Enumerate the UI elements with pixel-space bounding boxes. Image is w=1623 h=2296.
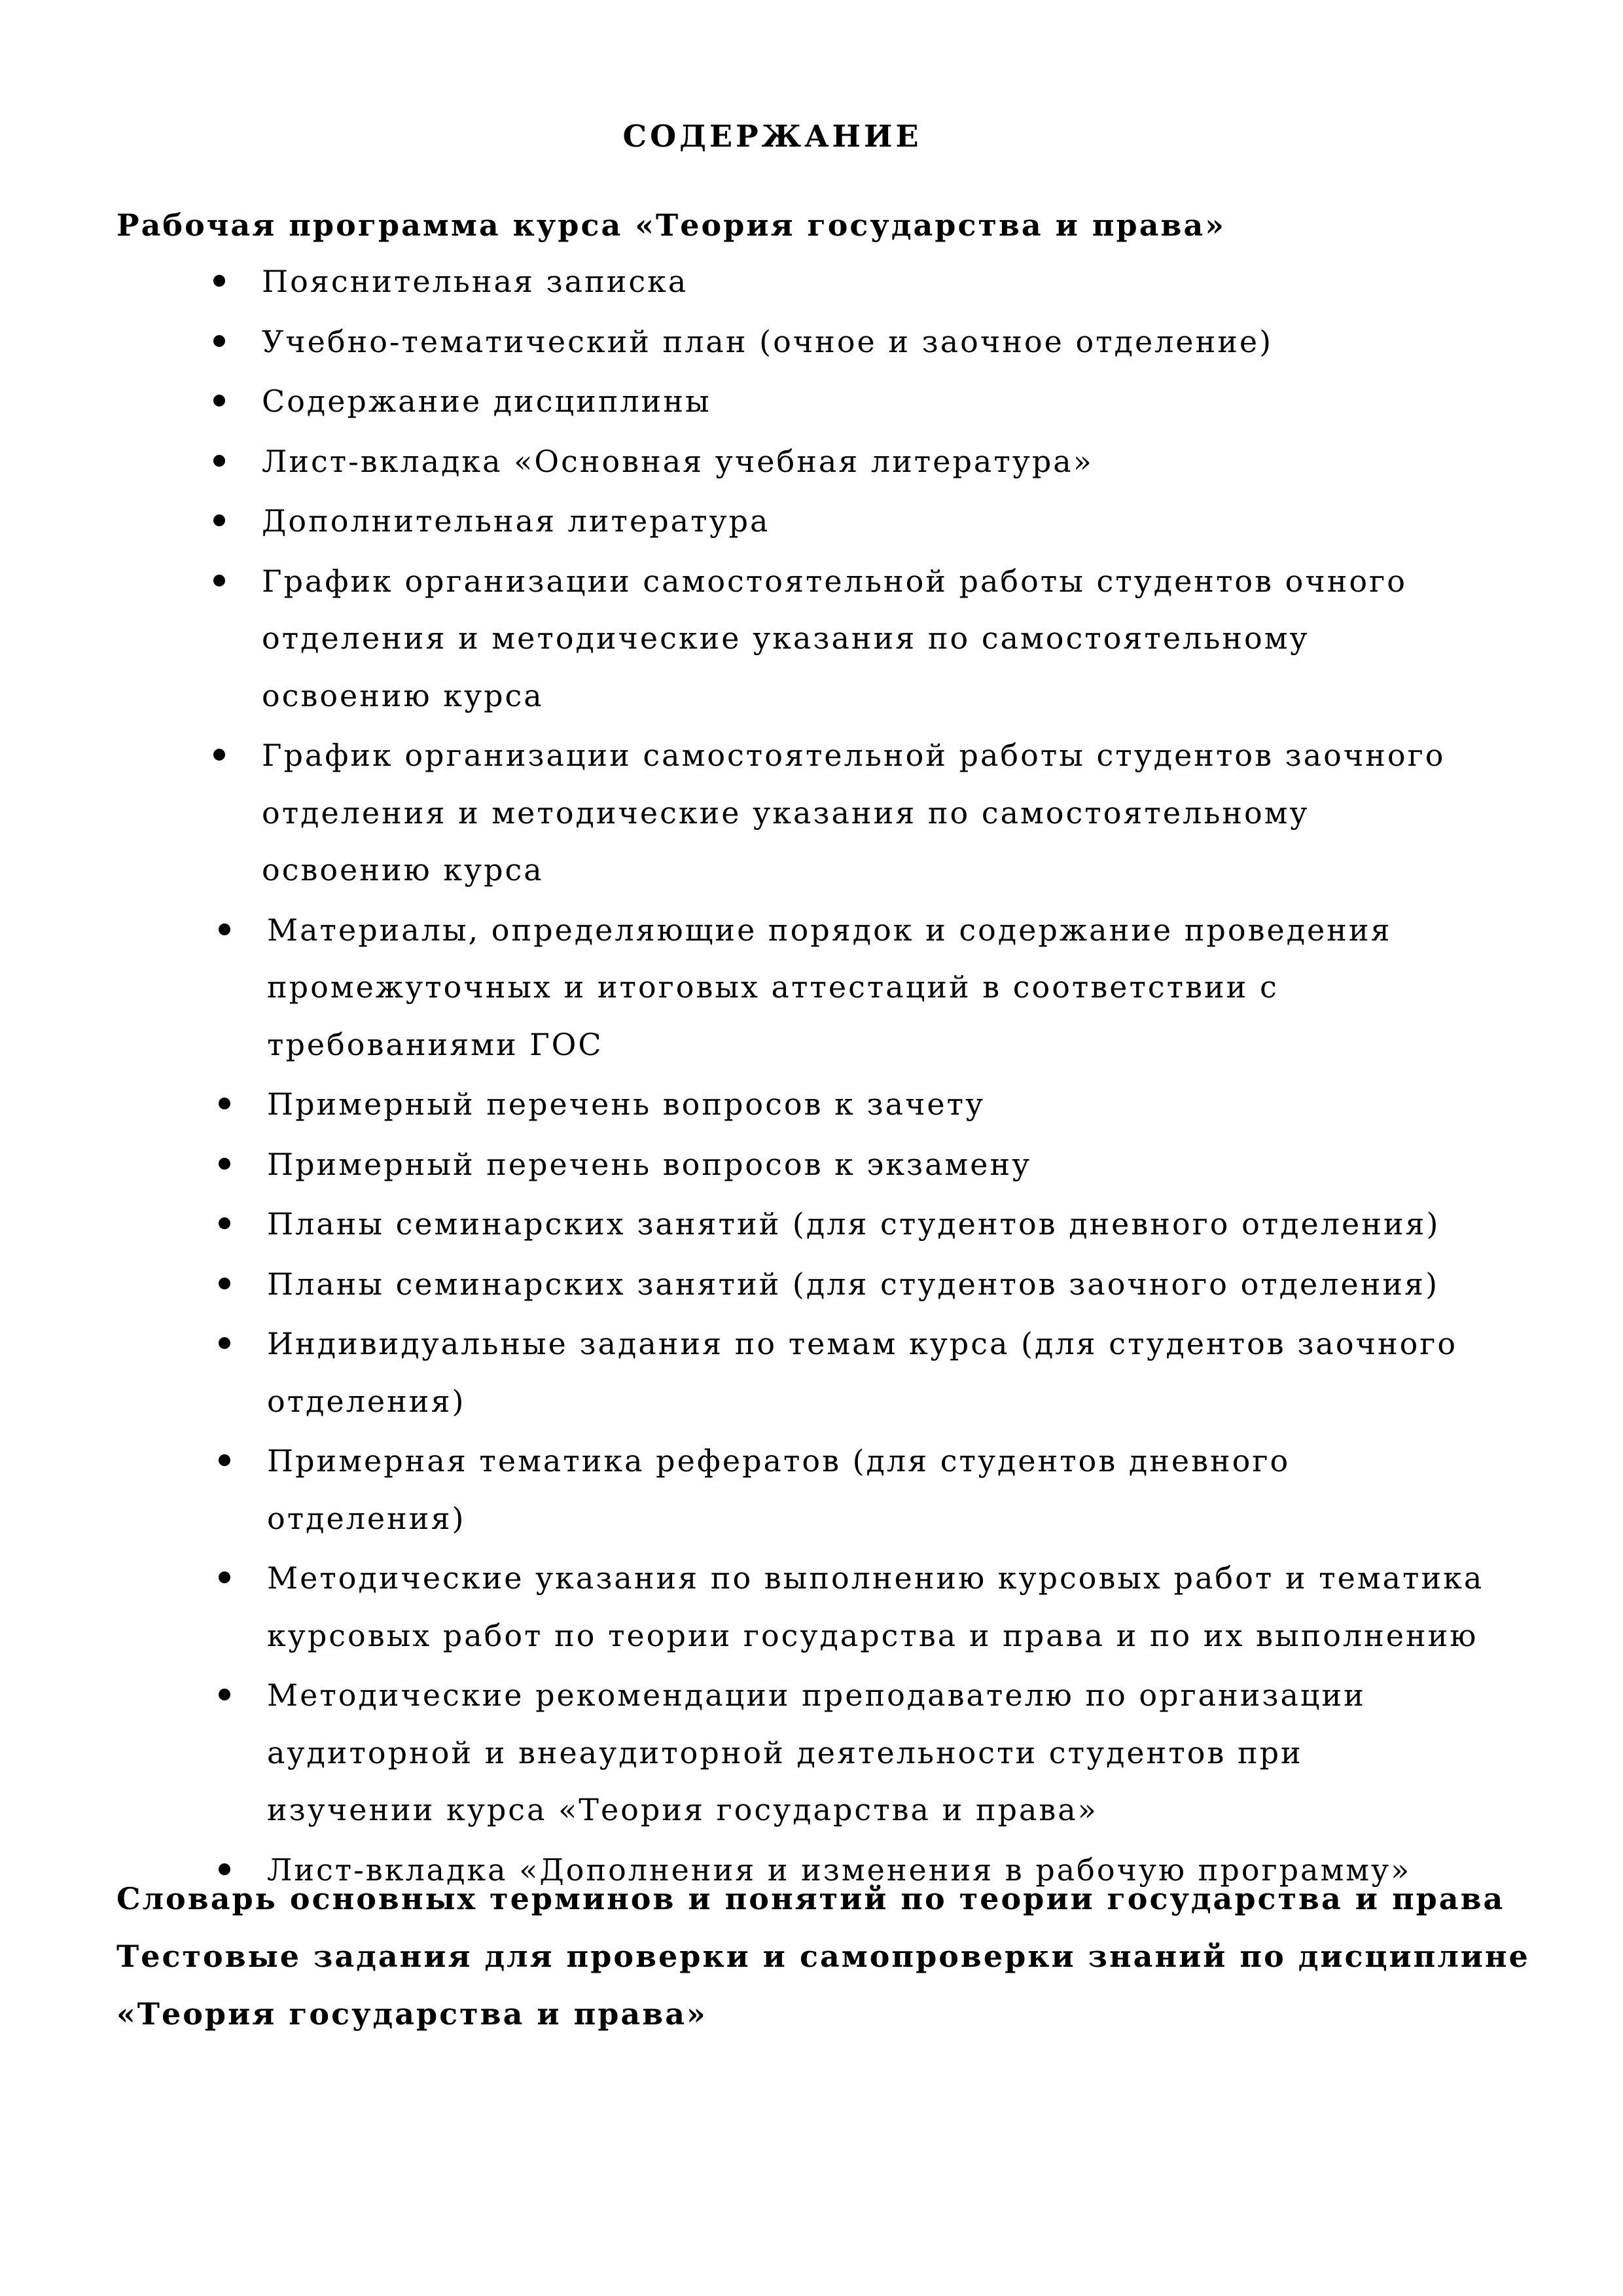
bullet-icon (213, 275, 225, 287)
bullet-icon (219, 1454, 230, 1466)
list-item (0, 553, 1505, 725)
list-item-text: Методические указания по выполнению курсовых работ и тематика (267, 1560, 1484, 1596)
list-item (0, 433, 1505, 491)
list-item-text: отделения) (267, 1383, 466, 1419)
list-item-text: Содержание дисциплины (262, 384, 711, 419)
list-item-text: Пояснительная записка (262, 264, 688, 299)
list-item (0, 1196, 1505, 1253)
list-item-text: Планы семинарских занятий (для студентов заочного отделения) (267, 1266, 1440, 1302)
bullet-icon (219, 924, 230, 935)
bullet-icon (219, 1689, 230, 1700)
list-item-text: отделения) (267, 1500, 466, 1536)
list-item-text: Примерный перечень вопросов к экзамену (267, 1146, 1032, 1182)
bullet-icon (213, 749, 225, 761)
bullet-icon (213, 514, 225, 526)
list-item-text: отделения и методические указания по самостоятельному (262, 620, 1310, 656)
list-item-text: Методические рекомендации преподавателю по организации (267, 1677, 1366, 1713)
list-item-text: отделения и методические указания по самостоятельному (262, 795, 1310, 831)
bullet-icon (219, 1278, 230, 1289)
bullet-icon (219, 1217, 230, 1229)
contents-list (0, 253, 1505, 1901)
page-title: СОДЕРЖАНИЕ (622, 118, 922, 154)
list-item-text: Индивидуальные задания по темам курса (для студентов заочного (267, 1326, 1458, 1361)
list-item-text: освоению курса (262, 852, 544, 888)
list-item (0, 1550, 1505, 1664)
list-item (0, 1136, 1505, 1194)
bullet-icon (219, 1337, 230, 1349)
list-item-text: Примерный перечень вопросов к зачету (267, 1086, 986, 1122)
list-item (0, 902, 1505, 1074)
bullet-icon (219, 1098, 230, 1109)
list-item-text: изучении курса «Теория государства и права» (267, 1792, 1098, 1827)
list-item (0, 1316, 1505, 1430)
list-item (0, 1667, 1505, 1839)
list-item-text: График организации самостоятельной работы студентов заочного (262, 738, 1446, 773)
list-item (0, 253, 1505, 311)
list-item-text: курсовых работ по теории государства и права и по их выполнению (267, 1617, 1478, 1653)
bullet-icon (213, 335, 225, 347)
list-item (0, 1433, 1505, 1547)
list-item (0, 1076, 1505, 1134)
bullet-icon (213, 575, 225, 586)
list-item (0, 373, 1505, 431)
bullet-icon (213, 395, 225, 406)
bullet-icon (219, 1158, 230, 1170)
list-item-text: Лист-вкладка «Дополнения и изменения в рабочую программу» (267, 1852, 1412, 1888)
list-item (0, 493, 1505, 550)
list-item-text: Учебно-тематический план (очное и заочное отделение) (262, 323, 1274, 359)
list-item (0, 727, 1505, 899)
list-item-text: График организации самостоятельной работы студентов очного (262, 563, 1407, 599)
section-heading-line: Тестовые задания для проверки и самопроверки знаний по дисциплине (116, 1939, 1530, 1974)
section-heading-glossary: Словарь основных терминов и понятий по теории государства и права (116, 1881, 1505, 1916)
section-heading-tests (116, 1928, 1530, 2043)
list-item-text: Планы семинарских занятий (для студентов дневного отделения) (267, 1206, 1440, 1242)
list-item-text: промежуточных и итоговых аттестаций в соответствии с (267, 969, 1279, 1005)
list-item-text: Лист-вкладка «Основная учебная литература» (262, 443, 1094, 479)
section-heading-line: «Теория государства и права» (116, 1996, 707, 2032)
list-item-text: аудиторной и внеаудиторной деятельности студентов при (267, 1734, 1303, 1770)
list-item-text: освоению курса (262, 677, 544, 713)
list-item (0, 1256, 1505, 1314)
list-item-text: Материалы, определяющие порядок и содержание проведения (267, 912, 1392, 948)
section-heading-work-program: Рабочая программа курса «Теория государства и права» (116, 207, 1226, 243)
list-item-text: Примерная тематика рефератов (для студентов дневного (267, 1443, 1291, 1479)
list-item (0, 314, 1505, 371)
list-item-text: требованиями ГОС (267, 1026, 603, 1062)
bullet-icon (219, 1571, 230, 1583)
list-item-text: Дополнительная литература (262, 503, 770, 539)
bullet-icon (213, 455, 225, 467)
